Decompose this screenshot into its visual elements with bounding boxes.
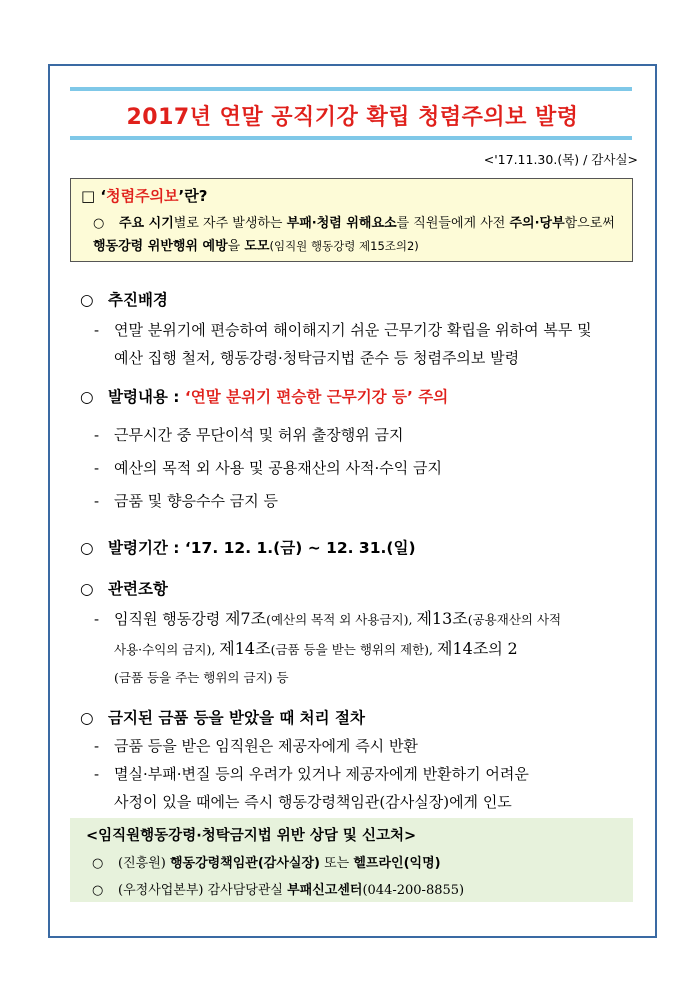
procedure-line-2: 멸실·부패·변질 등의 우려가 있거나 제공자에게 반환하기 어려운 [114,765,529,783]
definition-heading-suffix: ’란? [178,187,208,205]
dash: - [94,426,100,444]
content-item-1: 근무시간 중 무단이석 및 허위 출장행위 금지 [114,426,404,444]
background-line-2: 예산 집행 철저, 행동강령·청탁금지법 준수 등 청렴주의보 발령 [114,349,520,367]
def-t3: 부패·청렴 위해요소 [286,216,397,231]
section-bullet: ○ [80,388,94,406]
section-background-heading [80,288,168,310]
list-item [94,485,654,518]
footer-bullet: ○ [92,856,104,871]
section-bullet: ○ [80,580,94,598]
definition-heading-term: 청렴주의보 [106,187,179,205]
section-background-title: 추진배경 [108,291,168,309]
section-related-heading [80,577,168,599]
procedure-line-3: 사정이 있을 때에는 즉시 행동강령책임관(감사실장)에게 인도 [114,793,512,811]
def-t9: 도모 [244,239,270,254]
related-a5: (공용재산의 사적 [467,612,562,627]
background-text [94,316,654,372]
footer-l2b: 부패신고센터 [287,883,363,898]
def-t10: (임직원 행동강령 제15조의2) [269,239,419,253]
related-b6: 2 [507,639,518,658]
content-item-3: 금품 및 향응수수 금지 등 [114,492,278,510]
report-contact-line-1 [92,852,441,871]
dash: - [94,765,100,783]
section-content-title: 발령내용 : [108,388,185,406]
footer-bullet: ○ [92,883,104,898]
report-contact-line-2 [92,879,464,898]
section-bullet: ○ [80,709,94,727]
footer-l2c: (044-200-8855) [362,883,465,898]
def-t2: 별로 자주 발생하는 [173,216,287,231]
procedure-line-1: 금품 등을 받은 임직원은 제공자에게 즉시 반환 [114,737,418,755]
related-b4: 제14조 [437,639,489,658]
dash: - [94,321,100,339]
title-rule-top [70,87,632,91]
def-t8: 을 [227,239,245,254]
related-a1: 임직원 행동강령 [114,610,225,628]
related-b2: 제14조 [219,639,271,658]
list-item [94,452,654,485]
definition-text [93,213,625,258]
related-a2: 제7조 [224,609,267,628]
dash: - [94,492,100,510]
definition-box [70,178,633,262]
report-contact-box [70,818,633,902]
section-bullet: ○ [80,539,94,557]
related-b1: 사용·수익의 금지), [114,642,220,657]
dash: - [94,610,100,628]
related-b3: (금품 등을 받는 행위의 제한), [270,642,437,657]
section-content-heading [80,385,448,407]
section-content-warning: ‘연말 분위기 편승한 근무기강 등’ 주의 [184,388,449,406]
report-contact-heading: <임직원행동강령·청탁금지법 위반 상담 및 신고처> [86,828,417,844]
page-title: 2017년 연말 공직기강 확립 청렴주의보 발령 [126,105,579,130]
def-t5: 주의·당부 [509,216,565,231]
background-line-1: 연말 분위기에 편승하여 해이해지기 쉬운 근무기강 확립을 위하여 복무 및 [114,321,592,339]
title-rule-bottom [70,136,632,140]
def-t1: 주요 시기 [119,216,174,231]
related-c1: (금품 등을 주는 행위의 금지) 등 [114,670,289,685]
footer-l1d: 헬프라인(익명) [353,856,441,871]
footer-l1a: (진흥원) [118,856,170,871]
definition-heading [81,185,207,206]
def-t7: 행동강령 위반행위 예방 [93,239,228,254]
section-period-title: 발령기간 : ‘17. 12. 1.(금) ~ 12. 31.(일) [108,539,416,557]
related-a4: 제13조 [416,609,468,628]
related-a3: (예산의 목적 외 사용금지), [266,612,417,627]
footer-l2a: (우정사업본부) 감사담당관실 [118,883,288,898]
section-procedure-title: 금지된 금품 등을 받았을 때 처리 절차 [108,709,365,727]
related-b5: 의 [488,640,508,658]
section-related-title: 관련조항 [108,580,168,598]
definition-bullet: ○ [93,216,105,231]
procedure-text [94,732,654,816]
definition-heading-prefix: □ ‘ [81,187,107,205]
dash: - [94,737,100,755]
def-t6: 함으로써 [564,216,615,231]
footer-l1b: 행동강령책임관(감사실장) [169,856,320,871]
issue-date: <'17.11.30.(목) / 감사실> [483,152,638,167]
section-bullet: ○ [80,291,94,309]
list-item [94,419,654,452]
content-list [94,419,654,518]
def-t4: 를 직원들에게 사전 [396,216,510,231]
related-text [94,604,654,692]
content-item-2: 예산의 목적 외 사용 및 공용재산의 사적·수익 금지 [114,459,442,477]
section-procedure-heading [80,706,365,728]
footer-l1c: 또는 [319,856,354,871]
dash: - [94,459,100,477]
section-period-heading [80,536,416,558]
